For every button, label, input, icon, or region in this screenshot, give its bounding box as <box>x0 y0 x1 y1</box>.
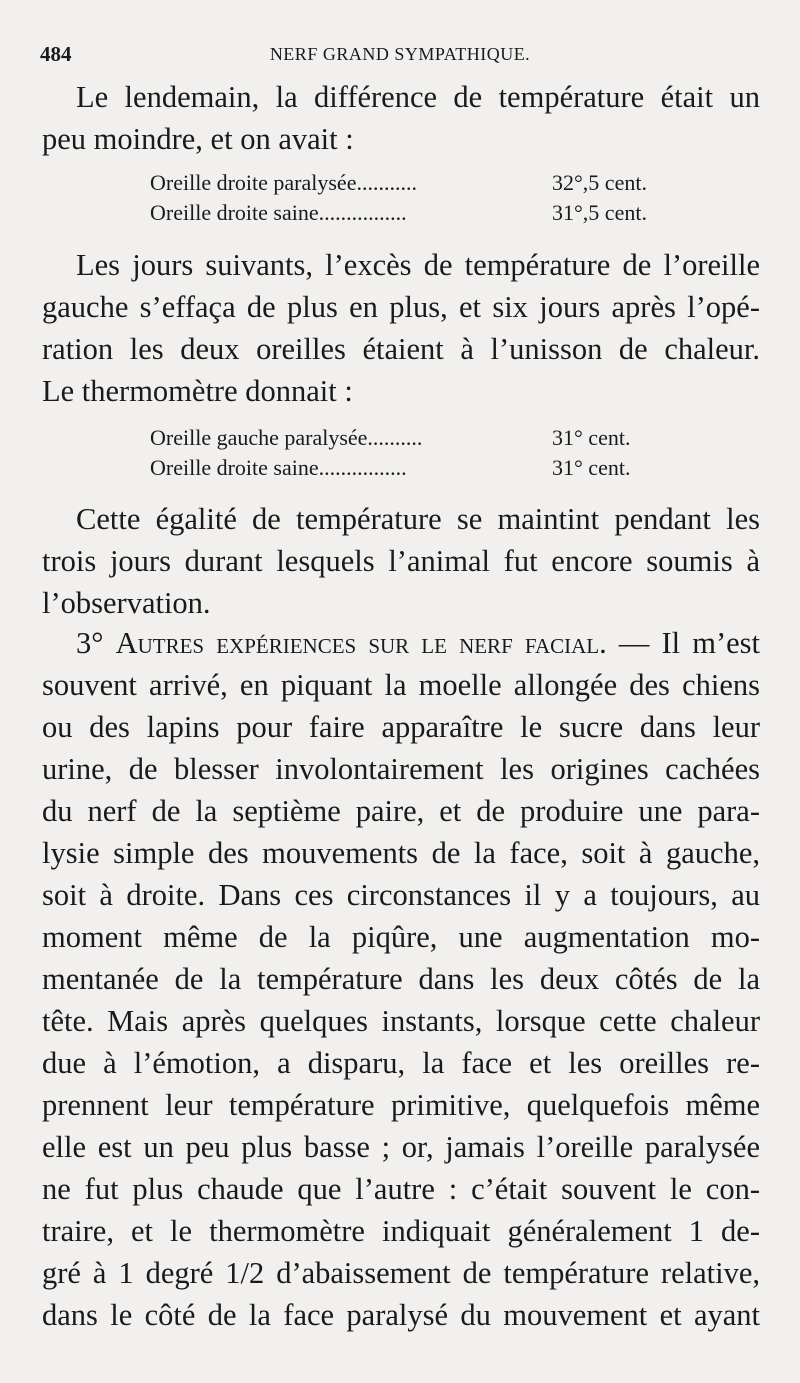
text-line: urine, de blesser involontairement les origines cachées <box>42 752 760 786</box>
text-line: souvent arrivé, en piquant la moelle allongée des chiens <box>42 668 760 702</box>
text-line: ration les deux oreilles étaient à l’unisson de chaleur. <box>42 332 760 366</box>
text-line: soit à droite. Dans ces circonstances il y a toujours, au <box>42 878 760 912</box>
text-line: mentanée de la température dans les deux côtés de la <box>42 962 760 996</box>
text-line: prennent leur température primitive, quelquefois même <box>42 1088 760 1122</box>
text-line: ou des lapins pour faire apparaître le sucre dans leur <box>42 710 760 744</box>
text-line: Cette égalité de température se maintint pendant les <box>76 502 760 536</box>
running-title: NERF GRAND SYMPATHIQUE. <box>269 44 531 64</box>
text-line: traire, et le thermomètre indiquait généralement 1 de- <box>42 1214 760 1248</box>
section-text: — Il m’est <box>618 626 761 660</box>
page-header <box>40 38 760 68</box>
text-line: ne fut plus chaude que l’autre : c’était souvent le con- <box>42 1172 760 1206</box>
row-value: 31° cent. <box>552 425 631 450</box>
row-label: Oreille droite saine................ <box>150 200 407 225</box>
temperature-row <box>150 168 670 198</box>
text-line: gré à 1 degré 1/2 d’abaissement de température relative, <box>42 1256 760 1290</box>
text-line: moment même de la piqûre, une augmentation mo- <box>42 920 760 954</box>
row-label: Oreille gauche paralysée.......... <box>150 425 423 450</box>
temperature-row <box>150 198 670 228</box>
text-line: peu moindre, et on avait : <box>42 122 354 156</box>
section-heading: Autres expériences sur le nerf facial. <box>115 626 607 660</box>
text-line: lysie simple des mouvements de la face, soit à gauche, <box>42 836 760 870</box>
text-line: Le lendemain, la différence de température était un <box>76 80 760 114</box>
section-heading-line <box>76 622 760 664</box>
section-number: 3° <box>76 626 104 660</box>
row-value: 31°,5 cent. <box>552 200 647 225</box>
page-number: 484 <box>40 42 72 66</box>
temperature-row <box>150 423 670 453</box>
text-line: l’observation. <box>42 586 211 620</box>
row-value: 31° cent. <box>552 455 631 480</box>
text-line: elle est un peu plus basse ; or, jamais l’oreille paralysée <box>42 1130 760 1164</box>
text-line: Le thermomètre donnait : <box>42 374 353 408</box>
text-line: Les jours suivants, l’excès de température de l’oreille <box>76 248 760 282</box>
temperature-row <box>150 453 670 483</box>
text-line: due à l’émotion, a disparu, la face et les oreilles re- <box>42 1046 760 1080</box>
text-line: dans le côté de la face paralysé du mouvement et ayant <box>42 1298 760 1332</box>
text-line: tête. Mais après quelques instants, lorsque cette chaleur <box>42 1004 760 1038</box>
row-value: 32°,5 cent. <box>552 170 647 195</box>
row-label: Oreille droite paralysée........... <box>150 170 417 195</box>
row-label: Oreille droite saine................ <box>150 455 407 480</box>
text-line: trois jours durant lesquels l’animal fut encore soumis à <box>42 544 760 578</box>
text-line: gauche s’effaça de plus en plus, et six jours après l’opé- <box>42 290 760 324</box>
text-line: du nerf de la septième paire, et de produire une para- <box>42 794 760 828</box>
